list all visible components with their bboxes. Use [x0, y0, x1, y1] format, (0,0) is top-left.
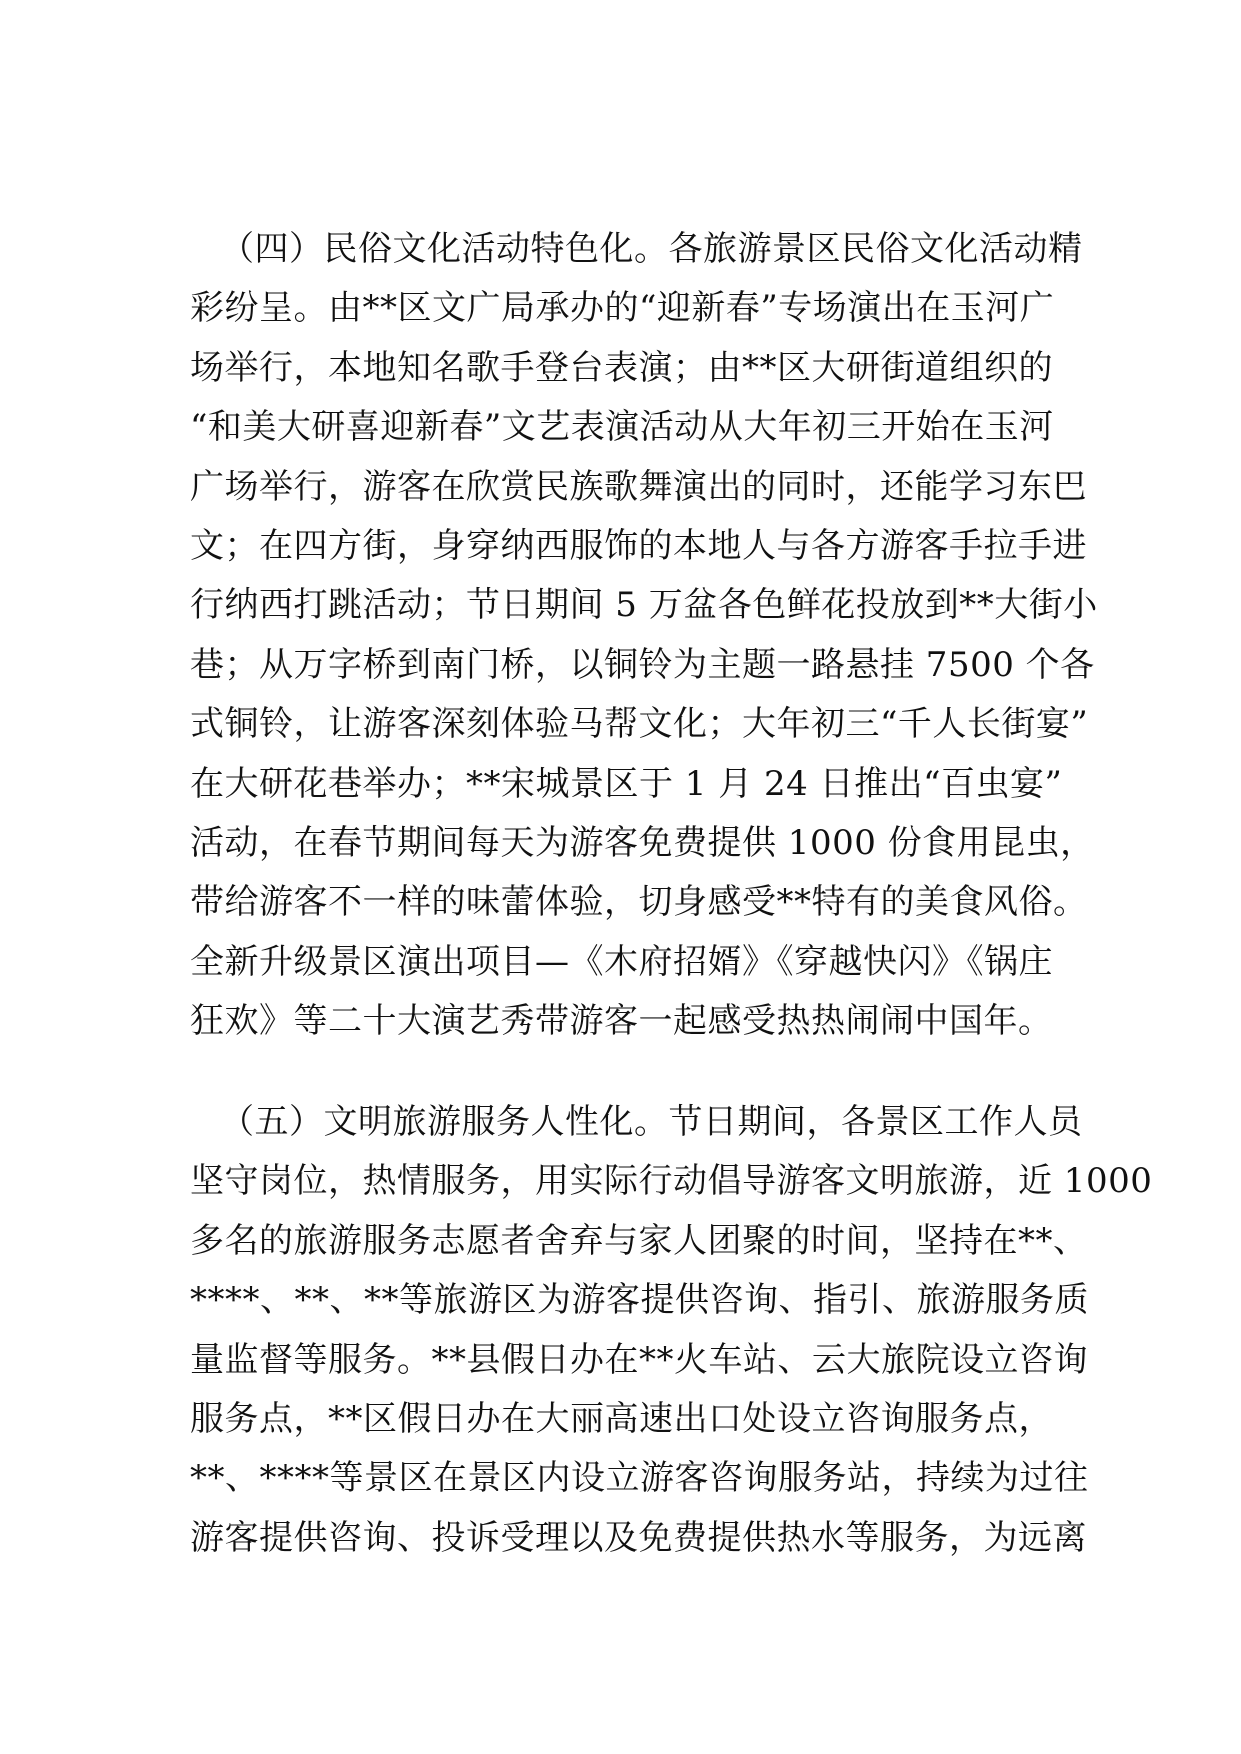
paragraph-line: 多名的旅游服务志愿者舍弃与家人团聚的时间，坚持在**、: [190, 1220, 1088, 1261]
paragraph-line: 量监督等服务。**县假日办在**火车站、云大旅院设立咨询: [190, 1339, 1088, 1380]
paragraph-folk-culture: [190, 220, 1098, 1051]
paragraph-line: “和美大研喜迎新春”文艺表演活动从大年初三开始在玉河: [190, 407, 1054, 448]
paragraph-line: 带给游客不一样的味蕾体验，切身感受**特有的美食风俗。: [190, 882, 1088, 923]
paragraph-line: **、****等景区在景区内设立游客咨询服务站，持续为过往: [190, 1458, 1089, 1499]
paragraph-line: 彩纷呈。由**区文广局承办的“迎新春”专场演出在玉河广: [190, 288, 1055, 329]
paragraph-line: 狂欢》等二十大演艺秀带游客一起感受热热闹闹中国年。: [190, 1001, 1053, 1042]
paragraph-line: 在大研花巷举办；**宋城景区于 1 月 24 日推出“百虫宴”: [190, 763, 1063, 804]
paragraph-line: （五）文明旅游服务人性化。节日期间，各景区工作人员: [220, 1102, 1083, 1142]
paragraph-line: 游客提供咨询、投诉受理以及免费提供热水等服务，为远离: [190, 1517, 1087, 1558]
paragraph-line: ****、**、**等旅游区为游客提供咨询、指引、旅游服务质: [190, 1280, 1089, 1321]
paragraph-line: （四）民俗文化活动特色化。各旅游景区民俗文化活动精: [220, 229, 1083, 269]
paragraph-line: 式铜铃，让游客深刻体验马帮文化；大年初三“千人长街宴”: [190, 704, 1089, 745]
paragraph-line: 全新升级景区演出项目—《木府招婿》《穿越快闪》《锅庄: [190, 941, 1053, 982]
paragraph-line: 行纳西打跳活动；节日期间 5 万盆各色鲜花投放到**大街小: [190, 585, 1098, 626]
paragraph-line: 活动，在春节期间每天为游客免费提供 1000 份食用昆虫，: [190, 822, 1095, 863]
paragraph-line: 文；在四方街，身穿纳西服饰的本地人与各方游客手拉手进: [190, 525, 1087, 566]
paragraph-line: 巷；从万字桥到南门桥，以铜铃为主题一路悬挂 7500 个各: [190, 644, 1095, 685]
paragraph-line: 服务点，**区假日办在大丽高速出口处设立咨询服务点，: [190, 1398, 1053, 1439]
paragraph-line: 广场举行，游客在欣赏民族歌舞演出的同时，还能学习东巴: [190, 466, 1087, 507]
paragraph-civilized-tourism: [190, 1093, 1153, 1568]
paragraph-line: 坚守岗位，热情服务，用实际行动倡导游客文明旅游，近 1000: [190, 1161, 1153, 1202]
paragraph-line: 场举行，本地知名歌手登台表演；由**区大研街道组织的: [190, 347, 1053, 388]
